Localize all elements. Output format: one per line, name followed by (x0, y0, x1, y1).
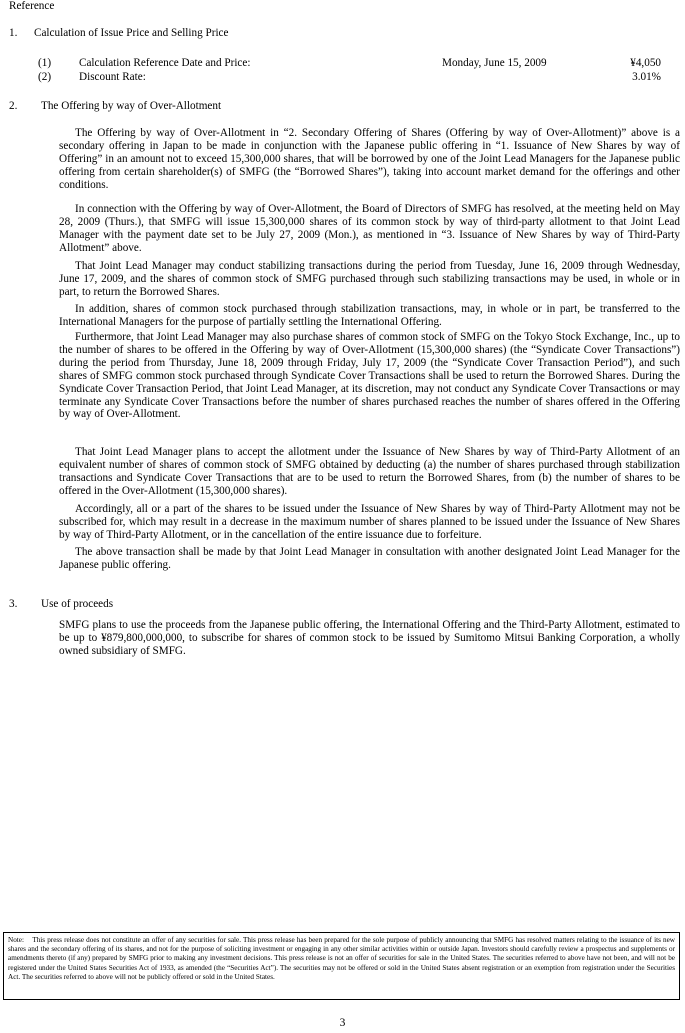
section-3-title: Use of proceeds (41, 598, 114, 610)
section-2-paragraph-4: In addition, shares of common stock purchased through stabilization transactions, may, in whole or in part, be transferred to the International Managers for the purpose of partially settling the International Offering. (59, 303, 680, 328)
item-1-number: (1) (38, 57, 52, 69)
section-2-title: The Offering by way of Over-Allotment (41, 100, 222, 112)
section-2-paragraph-2: In connection with the Offering by way of Over-Allotment, the Board of Directors of SMFG has resolved, at the meeting held on May 28, 2009 (Thurs.), that SMFG will issue 15,300,000 shares of its common stock by way of third-party allotment to that Joint Lead Manager with the payment date set to be July 27, 2009 (Mon.), as mentioned in “3. Issuance of New Shares by way of Third-Party Allotment” above. (59, 203, 680, 254)
section-2-paragraph-5: Furthermore, that Joint Lead Manager may also purchase shares of common stock of SMFG on the Tokyo Stock Exchange, Inc., up to the number of shares to be offered in the Offering by way of Over-Allotment (15,300,000 shares) (the “Syndicate Cover Transactions”) during the period from Thursday, June 18, 2009 through Friday, July 17, 2009 (the “Syndicate Cover Transaction Period”), and such shares of SMFG common stock purchased through Syndicate Cover Transactions shall be used to return the Borrowed Shares. During the Syndicate Cover Transaction Period, that Joint Lead Manager, at its discretion, may not conduct any Syndicate Cover Transactions or may terminate any Syndicate Cover Transactions before the number of shares purchased reaches the number of shares offered in the Offering by way of Over-Allotment. (59, 331, 680, 421)
section-2-paragraph-8: The above transaction shall be made by that Joint Lead Manager in consultation with another designated Joint Lead Manager for the Japanese public offering. (59, 546, 680, 571)
page-number: 3 (339, 1017, 346, 1029)
item-1-value: ¥4,050 (630, 57, 661, 69)
item-1-date: Monday, June 15, 2009 (442, 57, 547, 69)
section-3-paragraph-1: SMFG plans to use the proceeds from the Japanese public offering, the International Offering and the Third-Party Allotment, estimated to be up to ¥879,800,000,000, to subscribe for shares of common stock to be issued by Sumitomo Mitsui Banking Corporation, a wholly owned subsidiary of SMFG. (59, 619, 680, 657)
page-heading: Reference (9, 0, 55, 12)
disclaimer-note (3, 932, 680, 1000)
item-2-number: (2) (38, 71, 52, 83)
item-2-value: 3.01% (632, 71, 661, 83)
section-2-paragraph-1: The Offering by way of Over-Allotment in “2. Secondary Offering of Shares (Offering by way of Over-Allotment)” above is a secondary offering in Japan to be made in conjunction with the Japanese public offering in “1. Issuance of New Shares by way of Offering” in an amount not to exceed 15,300,000 shares, that will be borrowed by one of the Joint Lead Managers for the Japanese public offering from certain shareholder(s) of SMFG (the “Borrowed Shares”), taking into account market demand for the offerings and other conditions. (59, 127, 680, 191)
item-2-label: Discount Rate: (79, 71, 146, 83)
section-2-paragraph-3: That Joint Lead Manager may conduct stabilizing transactions during the period from Tuesday, June 16, 2009 through Wednesday, June 17, 2009, and the shares of common stock of SMFG purchased through such stabilizing transactions may be used, in whole or in part, to return the Borrowed Shares. (59, 260, 680, 298)
section-2-paragraph-7: Accordingly, all or a part of the shares to be issued under the Issuance of New Shares by way of Third-Party Allotment may not be subscribed for, which may result in a decrease in the maximum number of shares planned to be issued under the Issuance of New Shares by way of Third-Party Allotment, or in the cancellation of the entire issuance due to forfeiture. (59, 503, 680, 541)
note-label: Note: (8, 936, 24, 944)
section-1-title: Calculation of Issue Price and Selling Price (34, 27, 229, 39)
item-1-label: Calculation Reference Date and Price: (79, 57, 251, 69)
section-3-number: 3. (9, 598, 18, 610)
note-text: This press release does not constitute an offer of any securities for sale. This press release has been prepared for the sole purpose of publicly announcing that SMFG has resolved matters relating to the issuance of its new shares and the secondary offering of its shares, and not for the purpose of soliciting investment or engaging in any other similar activities within or outside Japan. Investors should carefully review a prospectus and supplements or amendments thereto (if any) prepared by SMFG prior to making any investment decisions. This press release is not an offer of securities for sale in the United States. The securities referred to above have not been, and will not be registered under the United States Securities Act of 1933, as amended (the “Securities Act”). The securities may not be offered or sold in the United States absent registration or an exemption from registration under the Securities Act. The securities referred to above will not be publicly offered or sold in the United States. (8, 936, 675, 981)
section-2-number: 2. (9, 100, 18, 112)
section-2-paragraph-6: That Joint Lead Manager plans to accept the allotment under the Issuance of New Shares by way of Third-Party Allotment of an equivalent number of shares of common stock of SMFG obtained by deducting (a) the number of shares purchased through stabilization transactions and Syndicate Cover Transactions that are to be used to return the Borrowed Shares, from (b) the number of shares to be offered in the Over-Allotment (15,300,000 shares). (59, 446, 680, 497)
section-1-number: 1. (9, 27, 18, 39)
